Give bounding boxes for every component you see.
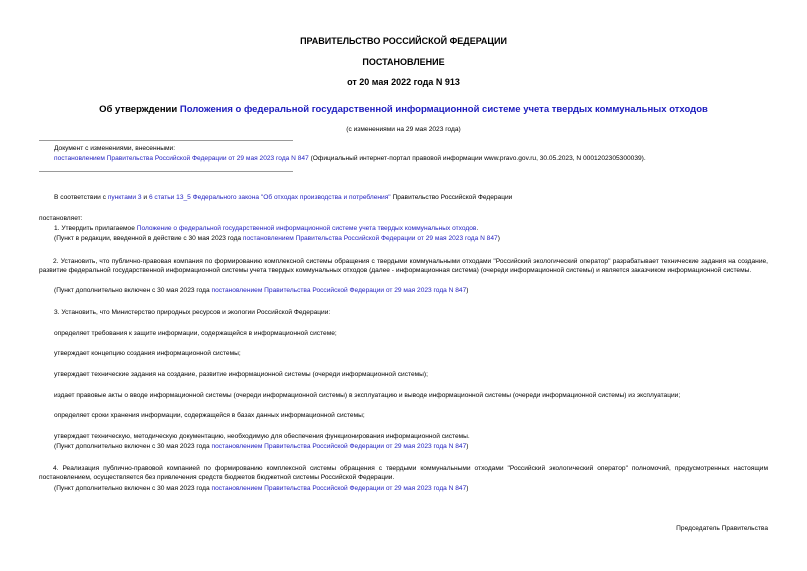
item-4: 4. Реализация публично-правовой компанией по формированию комплексной системы обращения с твердыми коммунальными отходами "Российский экологический оператор" полномочий, предусмотренных настоящим постановлением, осуществляется без привлечения средств бюджетов бюджетной системы Российской Федерации. [39, 465, 768, 482]
item-3-sub-4: издает правовые акты о вводе информационной системы (очереди информационной системы) в эксплуатацию и выводе информационной системы (очереди информационной системы) из эксплуатации; [54, 392, 681, 399]
changes-line [54, 155, 646, 164]
item-3-sub-1: определяет требования к защите информации, содержащейся в информационной системе; [54, 330, 337, 337]
item-3-note-text: (Пункт дополнительно включен с 30 мая 2023 года [54, 443, 212, 450]
item-1-note-link[interactable]: постановлением Правительства Российской Федерации от 29 мая 2023 года N 847 [242, 235, 498, 242]
item-1-end: . [476, 225, 479, 232]
document-title [0, 104, 807, 115]
item-3-intro: 3. Установить, что Министерство природных ресурсов и экологии Российской Федерации: [54, 309, 331, 316]
regulation-link[interactable]: Положение о федеральной государственной информационной системе учета твердых коммунальных отходов [136, 225, 477, 232]
item-2-note-link[interactable]: постановлением Правительства Российской Федерации от 29 мая 2023 года N 847 [211, 287, 467, 294]
item-1-note [54, 235, 500, 244]
item-3-sub-2: утверждает концепцию создания информационной системы; [54, 350, 241, 357]
law-points-link[interactable]: пунктами 3 [107, 194, 142, 201]
top-divider [39, 140, 293, 141]
signature-title: Председатель Правительства [676, 525, 768, 532]
item-2-note-end: ) [466, 287, 469, 294]
item-1-note-end: ) [497, 235, 500, 242]
item-4-note-end: ) [466, 485, 469, 492]
preamble-text-1: В соответствии с [54, 194, 108, 201]
regulation-title-link[interactable]: Положения о федеральной государственной информационной системе учета твердых коммунальных отходов [179, 104, 708, 115]
preamble-text-3: Правительство Российской Федерации [390, 194, 513, 201]
item-3-note [54, 443, 468, 452]
item-2: 2. Установить, что публично-правовая компания по формированию комплексной системы обращения с твердыми коммунальными отходами "Российский экологический оператор" разрабатывает технические задания на создание, развитие федеральной государственной информационной системы учета твердых коммунальных отходов (далее - информационная система) (очереди информационной системы) и является заказчиком информационной системы. [39, 258, 768, 275]
document-date-number: от 20 мая 2022 года N 913 [347, 77, 460, 87]
item-2-note-text: (Пункт дополнительно включен с 30 мая 2023 года [54, 287, 212, 294]
preamble-text-2: и [141, 194, 149, 201]
item-3-sub-5: определяет сроки хранения информации, содержащейся в базах данных информационной системы; [54, 412, 365, 419]
item-1-note-text: (Пункт в редакции, введенной в действие с 30 мая 2023 года [54, 235, 243, 242]
document-type: ПОСТАНОВЛЕНИЕ [362, 57, 445, 67]
government-name: ПРАВИТЕЛЬСТВО РОССИЙСКОЙ ФЕДЕРАЦИИ [300, 36, 507, 46]
item-3-note-link[interactable]: постановлением Правительства Российской Федерации от 29 мая 2023 года N 847 [211, 443, 467, 450]
changes-label: Документ с изменениями, внесенными: [54, 145, 176, 152]
title-prefix: Об утверждении [99, 104, 180, 115]
item-1 [54, 225, 478, 234]
federal-law-link[interactable]: 6 статьи 13_5 Федерального закона "Об отходах производства и потребления" [148, 194, 391, 201]
item-3-sub-3: утверждает технические задания на создание, развитие информационной системы (очереди информационной системы); [54, 371, 428, 378]
decides-label: постановляет: [39, 215, 83, 222]
preamble [54, 194, 512, 203]
item-4-note-text: (Пункт дополнительно включен с 30 мая 2023 года [54, 485, 212, 492]
item-4-note-link[interactable]: постановлением Правительства Российской Федерации от 29 мая 2023 года N 847 [211, 485, 467, 492]
item-3-sub-6: утверждает техническую, методическую документацию, необходимую для обеспечения функционирования информационной системы. [54, 433, 470, 440]
item-3-note-end: ) [466, 443, 469, 450]
publication-source: (Официальный интернет-портал правовой информации www.pravo.gov.ru, 30.05.2023, N 0001202305300039). [308, 155, 646, 162]
item-4-note [54, 485, 468, 494]
bottom-divider [39, 171, 293, 172]
amendment-note: (с изменениями на 29 мая 2023 года) [346, 126, 461, 133]
item-1-text: 1. Утвердить прилагаемое [54, 225, 137, 232]
amendment-decree-link[interactable]: постановлением Правительства Российской Федерации от 29 мая 2023 года N 847 [54, 155, 309, 162]
item-2-note [54, 287, 468, 296]
